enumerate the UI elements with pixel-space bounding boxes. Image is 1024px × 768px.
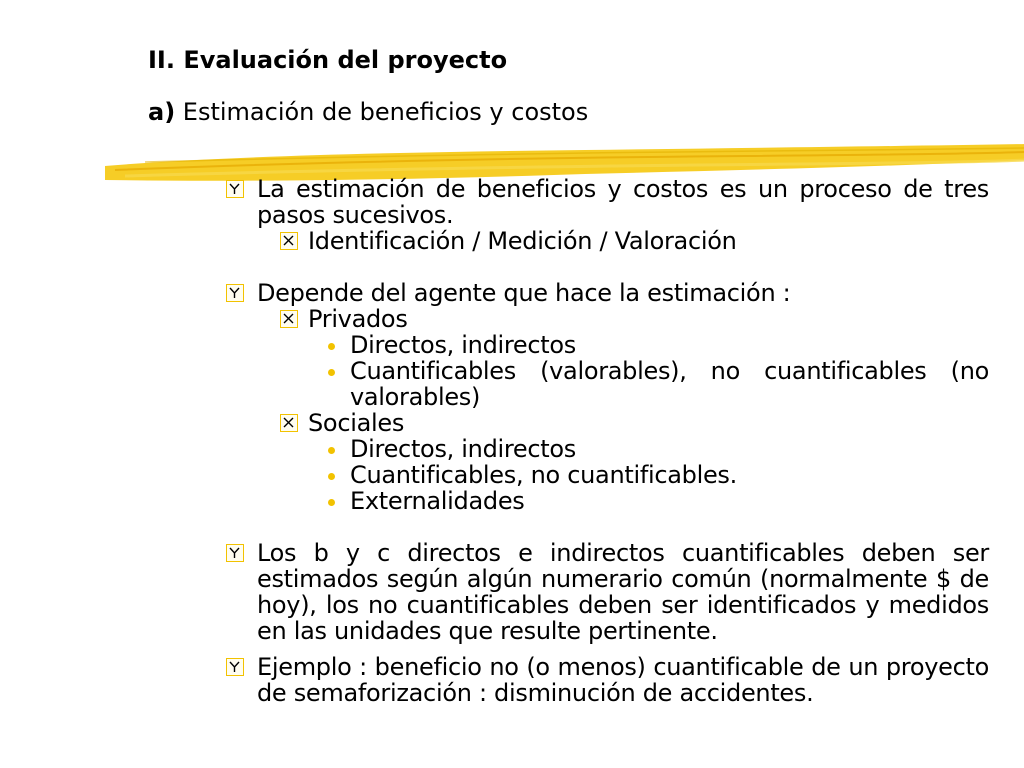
list-item bbox=[224, 410, 989, 436]
list-item bbox=[224, 228, 989, 254]
bullet-text: Cuantificables, no cuantificables. bbox=[350, 461, 737, 489]
bullet-dot-icon bbox=[328, 369, 335, 376]
list-item bbox=[224, 462, 989, 488]
list-item bbox=[224, 306, 989, 332]
bullet-text: Privados bbox=[308, 305, 408, 333]
bullet-list bbox=[224, 176, 989, 706]
bullet-text: Cuantificables (valorables), no cuantificables (no valorables) bbox=[350, 357, 989, 411]
bullet-text: La estimación de beneficios y costos es un proceso de tres pasos sucesivos. bbox=[257, 175, 989, 229]
bullet-text: Directos, indirectos bbox=[350, 331, 576, 359]
bullet-text: Los b y c directos e indirectos cuantificables deben ser estimados según algún numerario común (normalmente $ de hoy), los no cuantificables deben ser identificados y medidos en las unidades que resulte pertinente. bbox=[257, 539, 989, 645]
list-item bbox=[224, 176, 989, 228]
slide-title: II. Evaluación del proyecto bbox=[148, 46, 508, 74]
check-box-icon bbox=[226, 180, 244, 198]
list-item bbox=[224, 280, 989, 306]
bullet-dot-icon bbox=[328, 499, 335, 506]
list-item bbox=[224, 436, 989, 462]
cross-box-icon bbox=[280, 310, 298, 328]
bullet-dot-icon bbox=[328, 473, 335, 480]
check-box-icon bbox=[226, 544, 244, 562]
check-box-icon bbox=[226, 284, 244, 302]
bullet-text: Externalidades bbox=[350, 487, 525, 515]
bullet-text: Ejemplo : beneficio no (o menos) cuantificable de un proyecto de semaforización : disminución de accidentes. bbox=[257, 653, 989, 707]
list-item bbox=[224, 332, 989, 358]
list-item bbox=[224, 358, 989, 410]
cross-box-icon bbox=[280, 414, 298, 432]
bullet-text: Sociales bbox=[308, 409, 405, 437]
list-item bbox=[224, 654, 989, 706]
bullet-dot-icon bbox=[328, 447, 335, 454]
bullet-text: Identificación / Medición / Valoración bbox=[308, 227, 737, 255]
check-box-icon bbox=[226, 658, 244, 676]
bullet-text: Directos, indirectos bbox=[350, 435, 576, 463]
bullet-text: Depende del agente que hace la estimación : bbox=[257, 279, 791, 307]
bullet-dot-icon bbox=[328, 343, 335, 350]
slide-subtitle bbox=[148, 96, 588, 128]
subtitle-label: a) bbox=[148, 98, 176, 126]
cross-box-icon bbox=[280, 232, 298, 250]
list-item bbox=[224, 488, 989, 514]
subtitle-text: Estimación de beneficios y costos bbox=[175, 98, 589, 126]
list-item bbox=[224, 540, 989, 644]
